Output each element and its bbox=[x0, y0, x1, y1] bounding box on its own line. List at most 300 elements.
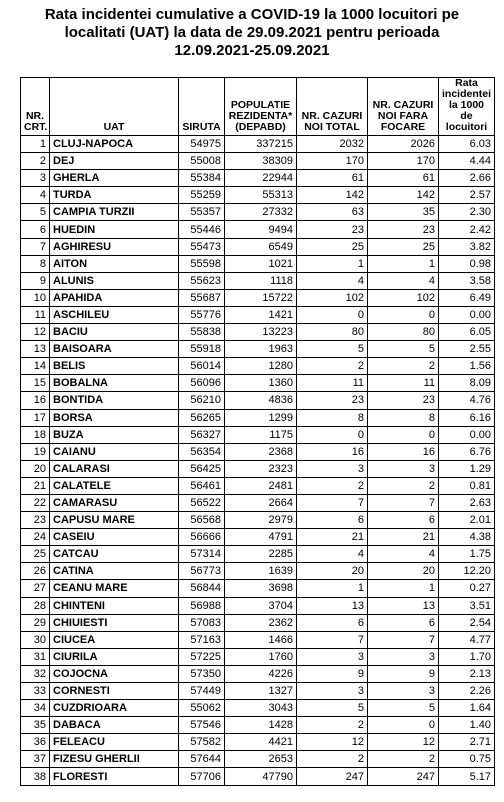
cell-siruta: 57314 bbox=[179, 546, 225, 563]
cell-rata: 2.30 bbox=[439, 204, 495, 221]
cell-populatie: 1466 bbox=[225, 631, 297, 648]
cell-cazuri-total: 5 bbox=[297, 700, 368, 717]
title-line-3: 12.09.2021-25.09.2021 bbox=[174, 42, 330, 59]
cell-rata: 1.75 bbox=[439, 546, 495, 563]
table-row bbox=[21, 136, 495, 153]
cell-cazuri-total: 12 bbox=[297, 734, 368, 751]
cell-rata: 6.76 bbox=[439, 443, 495, 460]
cell-cazuri-fara-focare: 23 bbox=[368, 392, 439, 409]
table-row bbox=[21, 580, 495, 597]
table-row bbox=[21, 717, 495, 734]
table-row bbox=[21, 289, 495, 306]
cell-nr: 36 bbox=[21, 734, 50, 751]
cell-siruta: 57225 bbox=[179, 648, 225, 665]
cell-populatie: 3698 bbox=[225, 580, 297, 597]
cell-uat: COJOCNA bbox=[50, 665, 179, 682]
cell-cazuri-total: 2 bbox=[297, 358, 368, 375]
cell-siruta: 55473 bbox=[179, 238, 225, 255]
cell-nr: 37 bbox=[21, 751, 50, 768]
cell-rata: 6.05 bbox=[439, 324, 495, 341]
cell-cazuri-total: 6 bbox=[297, 512, 368, 529]
cell-cazuri-fara-focare: 35 bbox=[368, 204, 439, 221]
table-row bbox=[21, 306, 495, 323]
cell-populatie: 1963 bbox=[225, 341, 297, 358]
cell-siruta: 56568 bbox=[179, 512, 225, 529]
cell-populatie: 2368 bbox=[225, 443, 297, 460]
cell-cazuri-total: 13 bbox=[297, 597, 368, 614]
cell-siruta: 54975 bbox=[179, 136, 225, 153]
cell-siruta: 55446 bbox=[179, 221, 225, 238]
cell-rata: 1.56 bbox=[439, 358, 495, 375]
table-row bbox=[21, 153, 495, 170]
cell-rata: 6.49 bbox=[439, 289, 495, 306]
cell-rata: 4.38 bbox=[439, 529, 495, 546]
cell-rata: 0.81 bbox=[439, 477, 495, 494]
cell-cazuri-total: 20 bbox=[297, 563, 368, 580]
table-row bbox=[21, 443, 495, 460]
cell-uat: BUZA bbox=[50, 426, 179, 443]
cell-cazuri-total: 4 bbox=[297, 546, 368, 563]
cell-siruta: 55838 bbox=[179, 324, 225, 341]
cell-cazuri-fara-focare: 3 bbox=[368, 648, 439, 665]
cell-cazuri-fara-focare: 0 bbox=[368, 306, 439, 323]
cell-cazuri-fara-focare: 102 bbox=[368, 289, 439, 306]
cell-uat: APAHIDA bbox=[50, 289, 179, 306]
cell-populatie: 4421 bbox=[225, 734, 297, 751]
table-header-row bbox=[21, 78, 495, 136]
cell-cazuri-fara-focare: 0 bbox=[368, 426, 439, 443]
cell-siruta: 55623 bbox=[179, 272, 225, 289]
cell-populatie: 15722 bbox=[225, 289, 297, 306]
cell-populatie: 1175 bbox=[225, 426, 297, 443]
table-row bbox=[21, 170, 495, 187]
cell-cazuri-fara-focare: 1 bbox=[368, 580, 439, 597]
cell-uat: BELIS bbox=[50, 358, 179, 375]
cell-nr: 8 bbox=[21, 255, 50, 272]
cell-rata: 0.75 bbox=[439, 751, 495, 768]
cell-rata: 0.98 bbox=[439, 255, 495, 272]
cell-cazuri-total: 3 bbox=[297, 683, 368, 700]
table-row bbox=[21, 751, 495, 768]
table-row bbox=[21, 324, 495, 341]
cell-uat: AGHIRESU bbox=[50, 238, 179, 255]
cell-cazuri-fara-focare: 247 bbox=[368, 768, 439, 785]
header-siruta: SIRUTA bbox=[179, 78, 225, 136]
cell-rata: 1.70 bbox=[439, 648, 495, 665]
table-row bbox=[21, 341, 495, 358]
cell-cazuri-total: 11 bbox=[297, 375, 368, 392]
table-row bbox=[21, 187, 495, 204]
cell-nr: 13 bbox=[21, 341, 50, 358]
cell-populatie: 38309 bbox=[225, 153, 297, 170]
cell-rata: 2.13 bbox=[439, 665, 495, 682]
cell-rata: 4.44 bbox=[439, 153, 495, 170]
cell-uat: CALATELE bbox=[50, 477, 179, 494]
cell-cazuri-fara-focare: 13 bbox=[368, 597, 439, 614]
table-row bbox=[21, 768, 495, 785]
table-row bbox=[21, 563, 495, 580]
cell-cazuri-total: 61 bbox=[297, 170, 368, 187]
cell-cazuri-total: 0 bbox=[297, 306, 368, 323]
cell-cazuri-fara-focare: 20 bbox=[368, 563, 439, 580]
cell-siruta: 56354 bbox=[179, 443, 225, 460]
cell-uat: ASCHILEU bbox=[50, 306, 179, 323]
cell-nr: 12 bbox=[21, 324, 50, 341]
cell-nr: 19 bbox=[21, 443, 50, 460]
cell-uat: BACIU bbox=[50, 324, 179, 341]
cell-cazuri-total: 2 bbox=[297, 751, 368, 768]
cell-cazuri-total: 3 bbox=[297, 460, 368, 477]
cell-cazuri-fara-focare: 21 bbox=[368, 529, 439, 546]
cell-cazuri-total: 25 bbox=[297, 238, 368, 255]
cell-uat: AITON bbox=[50, 255, 179, 272]
cell-populatie: 1299 bbox=[225, 409, 297, 426]
cell-uat: BOBALNA bbox=[50, 375, 179, 392]
cell-nr: 27 bbox=[21, 580, 50, 597]
cell-siruta: 55776 bbox=[179, 306, 225, 323]
cell-siruta: 57582 bbox=[179, 734, 225, 751]
cell-cazuri-total: 23 bbox=[297, 221, 368, 238]
cell-cazuri-total: 63 bbox=[297, 204, 368, 221]
cell-nr: 20 bbox=[21, 460, 50, 477]
cell-cazuri-total: 0 bbox=[297, 426, 368, 443]
cell-cazuri-fara-focare: 2 bbox=[368, 477, 439, 494]
cell-populatie: 1421 bbox=[225, 306, 297, 323]
cell-uat: CATINA bbox=[50, 563, 179, 580]
cell-cazuri-fara-focare: 5 bbox=[368, 341, 439, 358]
document-title bbox=[0, 0, 504, 60]
cell-siruta: 55008 bbox=[179, 153, 225, 170]
cell-uat: CALARASI bbox=[50, 460, 179, 477]
cell-siruta: 56461 bbox=[179, 477, 225, 494]
table-row bbox=[21, 546, 495, 563]
cell-cazuri-fara-focare: 8 bbox=[368, 409, 439, 426]
cell-siruta: 56773 bbox=[179, 563, 225, 580]
cell-nr: 35 bbox=[21, 717, 50, 734]
table-row bbox=[21, 631, 495, 648]
cell-uat: CAMARASU bbox=[50, 494, 179, 511]
table-row bbox=[21, 255, 495, 272]
cell-cazuri-total: 21 bbox=[297, 529, 368, 546]
table-row bbox=[21, 460, 495, 477]
cell-uat: CAMPIA TURZII bbox=[50, 204, 179, 221]
cell-nr: 3 bbox=[21, 170, 50, 187]
cell-populatie: 13223 bbox=[225, 324, 297, 341]
cell-nr: 6 bbox=[21, 221, 50, 238]
cell-nr: 1 bbox=[21, 136, 50, 153]
cell-cazuri-total: 3 bbox=[297, 648, 368, 665]
cell-nr: 7 bbox=[21, 238, 50, 255]
cell-populatie: 6549 bbox=[225, 238, 297, 255]
cell-nr: 22 bbox=[21, 494, 50, 511]
cell-cazuri-total: 8 bbox=[297, 409, 368, 426]
cell-siruta: 57083 bbox=[179, 614, 225, 631]
cell-cazuri-fara-focare: 0 bbox=[368, 717, 439, 734]
cell-populatie: 2979 bbox=[225, 512, 297, 529]
cell-cazuri-fara-focare: 2 bbox=[368, 751, 439, 768]
cell-populatie: 3043 bbox=[225, 700, 297, 717]
cell-populatie: 4836 bbox=[225, 392, 297, 409]
table-row bbox=[21, 529, 495, 546]
cell-nr: 9 bbox=[21, 272, 50, 289]
cell-siruta: 57350 bbox=[179, 665, 225, 682]
cell-cazuri-total: 102 bbox=[297, 289, 368, 306]
cell-rata: 2.66 bbox=[439, 170, 495, 187]
cell-siruta: 56666 bbox=[179, 529, 225, 546]
cell-nr: 25 bbox=[21, 546, 50, 563]
cell-rata: 2.55 bbox=[439, 341, 495, 358]
table-row bbox=[21, 683, 495, 700]
cell-uat: CEANU MARE bbox=[50, 580, 179, 597]
cell-uat: HUEDIN bbox=[50, 221, 179, 238]
table-row bbox=[21, 221, 495, 238]
table-row bbox=[21, 614, 495, 631]
cell-cazuri-fara-focare: 61 bbox=[368, 170, 439, 187]
cell-nr: 29 bbox=[21, 614, 50, 631]
cell-rata: 5.17 bbox=[439, 768, 495, 785]
table-row bbox=[21, 204, 495, 221]
cell-nr: 26 bbox=[21, 563, 50, 580]
cell-populatie: 4791 bbox=[225, 529, 297, 546]
cell-nr: 31 bbox=[21, 648, 50, 665]
cell-cazuri-total: 247 bbox=[297, 768, 368, 785]
cell-populatie: 2664 bbox=[225, 494, 297, 511]
cell-cazuri-total: 6 bbox=[297, 614, 368, 631]
cell-nr: 32 bbox=[21, 665, 50, 682]
cell-siruta: 57546 bbox=[179, 717, 225, 734]
cell-siruta: 55918 bbox=[179, 341, 225, 358]
cell-cazuri-fara-focare: 3 bbox=[368, 460, 439, 477]
cell-uat: DABACA bbox=[50, 717, 179, 734]
cell-rata: 1.64 bbox=[439, 700, 495, 717]
cell-cazuri-total: 80 bbox=[297, 324, 368, 341]
cell-cazuri-total: 2 bbox=[297, 477, 368, 494]
cell-populatie: 1760 bbox=[225, 648, 297, 665]
cell-populatie: 1639 bbox=[225, 563, 297, 580]
cell-uat: CASEIU bbox=[50, 529, 179, 546]
cell-nr: 2 bbox=[21, 153, 50, 170]
cell-cazuri-fara-focare: 25 bbox=[368, 238, 439, 255]
cell-rata: 2.71 bbox=[439, 734, 495, 751]
cell-siruta: 55687 bbox=[179, 289, 225, 306]
cell-rata: 3.51 bbox=[439, 597, 495, 614]
table-row bbox=[21, 597, 495, 614]
cell-rata: 6.16 bbox=[439, 409, 495, 426]
table-row bbox=[21, 734, 495, 751]
table-row bbox=[21, 512, 495, 529]
cell-cazuri-fara-focare: 4 bbox=[368, 272, 439, 289]
cell-nr: 24 bbox=[21, 529, 50, 546]
cell-cazuri-total: 7 bbox=[297, 631, 368, 648]
cell-siruta: 56327 bbox=[179, 426, 225, 443]
cell-uat: FELEACU bbox=[50, 734, 179, 751]
cell-rata: 1.40 bbox=[439, 717, 495, 734]
cell-siruta: 56210 bbox=[179, 392, 225, 409]
cell-rata: 0.27 bbox=[439, 580, 495, 597]
cell-cazuri-fara-focare: 142 bbox=[368, 187, 439, 204]
table-row bbox=[21, 648, 495, 665]
cell-rata: 6.03 bbox=[439, 136, 495, 153]
cell-rata: 8.09 bbox=[439, 375, 495, 392]
cell-cazuri-total: 170 bbox=[297, 153, 368, 170]
cell-nr: 30 bbox=[21, 631, 50, 648]
cell-populatie: 22944 bbox=[225, 170, 297, 187]
cell-siruta: 56096 bbox=[179, 375, 225, 392]
cell-rata: 0.00 bbox=[439, 306, 495, 323]
cell-nr: 14 bbox=[21, 358, 50, 375]
cell-siruta: 56988 bbox=[179, 597, 225, 614]
table-row bbox=[21, 375, 495, 392]
cell-rata: 3.58 bbox=[439, 272, 495, 289]
cell-cazuri-total: 1 bbox=[297, 580, 368, 597]
table-row bbox=[21, 358, 495, 375]
cell-cazuri-fara-focare: 9 bbox=[368, 665, 439, 682]
cell-rata: 2.42 bbox=[439, 221, 495, 238]
cell-uat: CUZDRIOARA bbox=[50, 700, 179, 717]
cell-siruta: 55357 bbox=[179, 204, 225, 221]
cell-nr: 16 bbox=[21, 392, 50, 409]
cell-rata: 4.77 bbox=[439, 631, 495, 648]
cell-cazuri-fara-focare: 5 bbox=[368, 700, 439, 717]
cell-siruta: 57706 bbox=[179, 768, 225, 785]
cell-populatie: 3704 bbox=[225, 597, 297, 614]
cell-populatie: 47790 bbox=[225, 768, 297, 785]
cell-nr: 33 bbox=[21, 683, 50, 700]
cell-cazuri-fara-focare: 7 bbox=[368, 631, 439, 648]
table-row bbox=[21, 272, 495, 289]
cell-uat: CHINTENI bbox=[50, 597, 179, 614]
cell-siruta: 56265 bbox=[179, 409, 225, 426]
cell-nr: 21 bbox=[21, 477, 50, 494]
cell-rata: 2.57 bbox=[439, 187, 495, 204]
cell-cazuri-total: 5 bbox=[297, 341, 368, 358]
table-row bbox=[21, 665, 495, 682]
cell-siruta: 57644 bbox=[179, 751, 225, 768]
cell-cazuri-total: 2032 bbox=[297, 136, 368, 153]
cell-uat: CORNESTI bbox=[50, 683, 179, 700]
cell-populatie: 9494 bbox=[225, 221, 297, 238]
header-cazuri-fara-focare: NR. CAZURI NOI FARA FOCARE bbox=[368, 78, 439, 136]
cell-siruta: 57449 bbox=[179, 683, 225, 700]
cell-uat: CIURILA bbox=[50, 648, 179, 665]
cell-populatie: 4226 bbox=[225, 665, 297, 682]
cell-nr: 23 bbox=[21, 512, 50, 529]
cell-siruta: 56522 bbox=[179, 494, 225, 511]
cell-uat: BONTIDA bbox=[50, 392, 179, 409]
cell-uat: CHIUIESTI bbox=[50, 614, 179, 631]
cell-nr: 15 bbox=[21, 375, 50, 392]
cell-populatie: 1118 bbox=[225, 272, 297, 289]
cell-cazuri-fara-focare: 2 bbox=[368, 358, 439, 375]
cell-uat: DEJ bbox=[50, 153, 179, 170]
cell-populatie: 1280 bbox=[225, 358, 297, 375]
cell-uat: TURDA bbox=[50, 187, 179, 204]
cell-cazuri-fara-focare: 170 bbox=[368, 153, 439, 170]
cell-rata: 1.29 bbox=[439, 460, 495, 477]
title-line-1: Rata incidentei cumulative a COVID-19 la 1000 locuitori pe bbox=[44, 6, 460, 23]
cell-nr: 28 bbox=[21, 597, 50, 614]
cell-cazuri-fara-focare: 6 bbox=[368, 614, 439, 631]
cell-siruta: 57163 bbox=[179, 631, 225, 648]
cell-cazuri-fara-focare: 16 bbox=[368, 443, 439, 460]
cell-populatie: 2481 bbox=[225, 477, 297, 494]
table-row bbox=[21, 494, 495, 511]
cell-siruta: 55259 bbox=[179, 187, 225, 204]
cell-nr: 11 bbox=[21, 306, 50, 323]
cell-nr: 10 bbox=[21, 289, 50, 306]
cell-populatie: 1327 bbox=[225, 683, 297, 700]
cell-rata: 4.76 bbox=[439, 392, 495, 409]
cell-siruta: 55598 bbox=[179, 255, 225, 272]
cell-cazuri-fara-focare: 7 bbox=[368, 494, 439, 511]
cell-siruta: 56014 bbox=[179, 358, 225, 375]
table-row bbox=[21, 426, 495, 443]
cell-uat: BORSA bbox=[50, 409, 179, 426]
cell-cazuri-total: 142 bbox=[297, 187, 368, 204]
cell-uat: BAISOARA bbox=[50, 341, 179, 358]
cell-uat: ALUNIS bbox=[50, 272, 179, 289]
cell-cazuri-fara-focare: 1 bbox=[368, 255, 439, 272]
cell-nr: 18 bbox=[21, 426, 50, 443]
cell-rata: 2.01 bbox=[439, 512, 495, 529]
table-row bbox=[21, 700, 495, 717]
table-row bbox=[21, 238, 495, 255]
cell-populatie: 1021 bbox=[225, 255, 297, 272]
cell-rata: 12.20 bbox=[439, 563, 495, 580]
cell-uat: FLORESTI bbox=[50, 768, 179, 785]
cell-siruta: 55384 bbox=[179, 170, 225, 187]
incidence-table bbox=[20, 77, 495, 786]
cell-uat: CIUCEA bbox=[50, 631, 179, 648]
cell-uat: GHERLA bbox=[50, 170, 179, 187]
cell-populatie: 337215 bbox=[225, 136, 297, 153]
cell-populatie: 27332 bbox=[225, 204, 297, 221]
table-row bbox=[21, 409, 495, 426]
cell-cazuri-total: 7 bbox=[297, 494, 368, 511]
cell-siruta: 56425 bbox=[179, 460, 225, 477]
header-populatie: POPULATIE REZIDENTA* (DEPABD) bbox=[225, 78, 297, 136]
cell-cazuri-fara-focare: 3 bbox=[368, 683, 439, 700]
cell-uat: CATCAU bbox=[50, 546, 179, 563]
cell-siruta: 56844 bbox=[179, 580, 225, 597]
cell-cazuri-total: 23 bbox=[297, 392, 368, 409]
cell-nr: 4 bbox=[21, 187, 50, 204]
cell-populatie: 1360 bbox=[225, 375, 297, 392]
cell-cazuri-total: 2 bbox=[297, 717, 368, 734]
cell-cazuri-fara-focare: 23 bbox=[368, 221, 439, 238]
cell-cazuri-total: 4 bbox=[297, 272, 368, 289]
cell-rata: 0.00 bbox=[439, 426, 495, 443]
cell-cazuri-fara-focare: 80 bbox=[368, 324, 439, 341]
cell-uat: FIZESU GHERLII bbox=[50, 751, 179, 768]
cell-nr: 5 bbox=[21, 204, 50, 221]
cell-populatie: 2653 bbox=[225, 751, 297, 768]
header-uat: UAT bbox=[50, 78, 179, 136]
cell-cazuri-total: 16 bbox=[297, 443, 368, 460]
cell-uat: CAIANU bbox=[50, 443, 179, 460]
header-cazuri-total: NR. CAZURI NOI TOTAL bbox=[297, 78, 368, 136]
cell-cazuri-fara-focare: 2026 bbox=[368, 136, 439, 153]
table-row bbox=[21, 392, 495, 409]
cell-rata: 2.26 bbox=[439, 683, 495, 700]
cell-populatie: 2323 bbox=[225, 460, 297, 477]
cell-cazuri-fara-focare: 6 bbox=[368, 512, 439, 529]
cell-populatie: 2362 bbox=[225, 614, 297, 631]
cell-uat: CAPUSU MARE bbox=[50, 512, 179, 529]
cell-nr: 17 bbox=[21, 409, 50, 426]
table-body bbox=[21, 136, 495, 786]
cell-rata: 2.54 bbox=[439, 614, 495, 631]
